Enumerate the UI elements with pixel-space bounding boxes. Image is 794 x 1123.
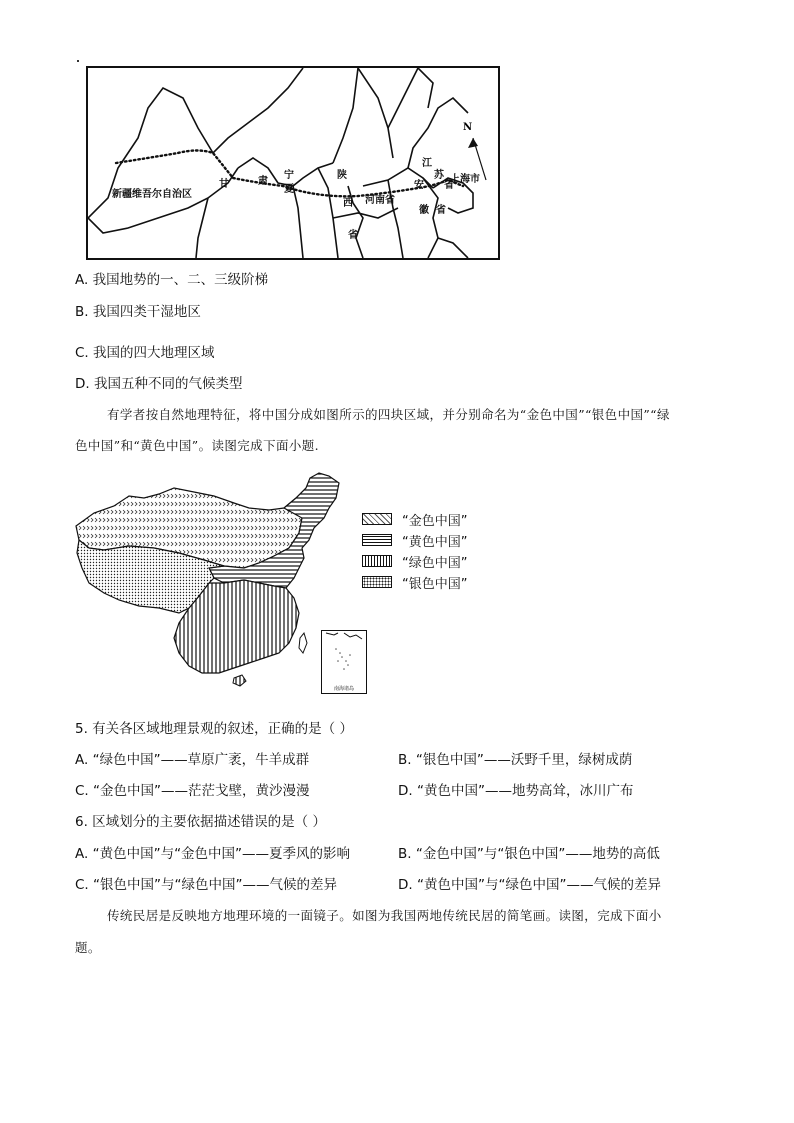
legend-swatch-silver: [362, 576, 392, 588]
north-arrow-head: [468, 138, 478, 148]
island-hainan: [233, 675, 246, 686]
legend-swatch-green: [362, 555, 392, 567]
label-xinjiang: 新疆维吾尔自治区: [112, 189, 192, 200]
label-jiang: 江: [422, 158, 432, 169]
legend-item-yellow: [362, 530, 467, 550]
q6-option-d: D. “黄色中国”与“绿色中国”——气候的差异: [398, 877, 661, 893]
q4-option-c: C. 我国的四大地理区域: [75, 345, 215, 361]
province-borders: [88, 68, 473, 258]
legend-label-silver: “银色中国”: [402, 576, 468, 592]
south-sea-inset-svg: [322, 631, 366, 683]
label-sheng-jiangsu: 省: [444, 180, 454, 191]
q5-option-a: A. “绿色中国”——草原广袤，牛羊成群: [75, 752, 310, 768]
south-sea-inset: [321, 630, 367, 694]
label-xi: 西: [343, 198, 353, 209]
route-map: [86, 66, 500, 260]
q6-option-a: A. “黄色中国”与“金色中国”——夏季风的影响: [75, 846, 351, 862]
label-hui: 徽: [419, 205, 429, 216]
q6-stem: 6. 区域划分的主要依据描述错误的是（ ）: [75, 814, 326, 830]
legend-swatch-yellow: [362, 534, 392, 546]
label-ning: 宁: [284, 170, 294, 181]
q5-stem: 5. 有关各区域地理景观的叙述，正确的是（ ）: [75, 721, 353, 737]
intro1-line1: 有学者按自然地理特征，将中国分成如图所示的四块区域，并分别命名为“金色中国”“银色中国”“绿: [107, 407, 670, 422]
map-legend: [362, 509, 467, 592]
q5-option-b: B. “银色中国”——沃野千里，绿树成荫: [398, 752, 633, 768]
legend-item-silver: [362, 572, 467, 592]
route-map-svg: [88, 68, 498, 258]
label-gan: 甘: [219, 179, 229, 190]
q4-option-b: B. 我国四类干湿地区: [75, 304, 201, 320]
inset-label: 南海诸岛: [333, 686, 354, 692]
intro2-line2: 题。: [75, 940, 101, 955]
intro2-line1: 传统民居是反映地方地理环境的一面镜子。如图为我国两地传统民居的简笔画。读图，完成下面小: [107, 908, 662, 923]
q5-option-c: C. “金色中国”——茫茫戈壁，黄沙漫漫: [75, 783, 310, 799]
north-label: N: [463, 122, 473, 133]
q4-option-d: D. 我国五种不同的气候类型: [75, 376, 243, 392]
label-xia: 夏: [284, 184, 294, 195]
stray-mark: [77, 60, 79, 62]
label-su2: 苏: [434, 170, 444, 181]
label-henan: 河南省: [365, 195, 395, 206]
label-su: 肃: [258, 176, 268, 187]
label-sheng-anhui: 省: [436, 205, 446, 216]
label-sheng-shaanxi: 省: [348, 230, 358, 241]
q4-option-a: A. 我国地势的一、二、三级阶梯: [75, 272, 269, 288]
q6-option-c: C. “银色中国”与“绿色中国”——气候的差异: [75, 877, 337, 893]
legend-label-green: “绿色中国”: [402, 555, 468, 571]
island-taiwan: [299, 633, 307, 653]
legend-label-yellow: “黄色中国”: [402, 534, 468, 550]
intro1-line2: 色中国”和“黄色中国”。读图完成下面小题.: [75, 438, 320, 453]
q5-option-d: D. “黄色中国”——地势高耸，冰川广布: [398, 783, 634, 799]
legend-swatch-gold: [362, 513, 392, 525]
legend-item-gold: [362, 509, 467, 529]
q6-option-b: B. “金色中国”与“银色中国”——地势的高低: [398, 846, 660, 862]
legend-label-gold: “金色中国”: [402, 513, 468, 529]
label-an: 安: [414, 180, 424, 191]
label-shanghai: 上海市: [450, 174, 480, 185]
label-shan: 陕: [337, 170, 347, 181]
legend-item-green: [362, 551, 467, 571]
